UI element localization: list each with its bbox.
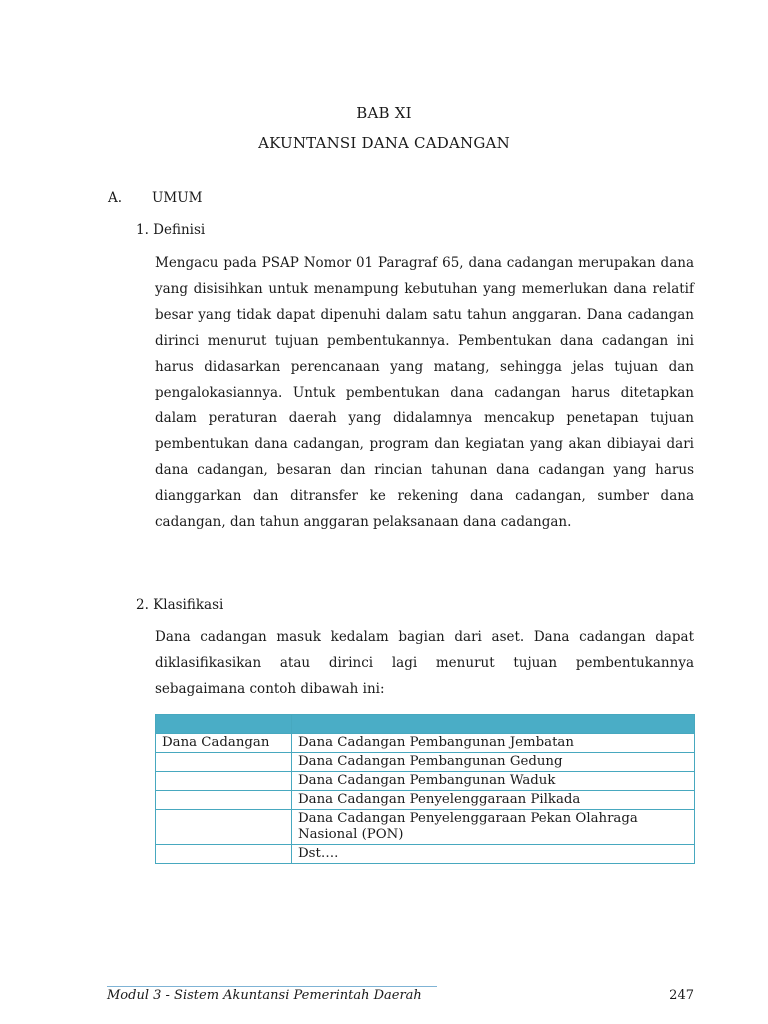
- table-cell-category: [156, 753, 292, 772]
- table-header-cell: [292, 715, 695, 734]
- table-row: [156, 753, 695, 772]
- section-letter: A.: [108, 190, 123, 206]
- table-cell-category: [156, 772, 292, 791]
- classification-table: [155, 714, 695, 864]
- section-title: UMUM: [152, 190, 203, 206]
- table-header-row: [156, 715, 695, 734]
- footer-module-title: Modul 3 - Sistem Akuntansi Pemerintah Daerah: [107, 988, 422, 1003]
- footer-divider: [107, 986, 437, 987]
- definisi-paragraph: Mengacu pada PSAP Nomor 01 Paragraf 65, dana cadangan merupakan dana yang disisihkan untuk menampung kebutuhan yang memerlukan dana relatif besar yang tidak dapat dipenuhi dalam satu tahun anggaran. Dana cadangan dirinci menurut tujuan pembentukannya. Pembentukan dana cadangan ini harus didasarkan perencanaan yang matang, sehingga jelas tujuan dan pengalokasiannya. Untuk pembentukan dana cadangan harus ditetapkan dalam peraturan daerah yang didalamnya mencakup penetapan tujuan pembentukan dana cadangan, program dan kegiatan yang akan dibiayai dari dana cadangan, besaran dan rincian tahunan dana cadangan yang harus dianggarkan dan ditransfer ke rekening dana cadangan, sumber dana cadangan, dan tahun anggaran pelaksanaan dana cadangan.: [155, 255, 694, 531]
- table-row: [156, 734, 695, 753]
- table-row: [156, 845, 695, 864]
- table-cell-item: Dana Cadangan Pembangunan Waduk: [292, 772, 695, 791]
- table-cell-category: [156, 845, 292, 864]
- table-row: [156, 772, 695, 791]
- table-cell-item: Dana Cadangan Pembangunan Gedung: [292, 753, 695, 772]
- table-cell-category: [156, 810, 292, 845]
- subsection-heading-definisi: 1. Definisi: [136, 222, 206, 238]
- subsection-heading-klasifikasi: 2. Klasifikasi: [136, 597, 224, 613]
- table-cell-item: Dana Cadangan Penyelenggaraan Pekan Olahraga Nasional (PON): [292, 810, 695, 845]
- chapter-number: BAB XI: [356, 104, 412, 122]
- table-row: [156, 791, 695, 810]
- chapter-title: AKUNTANSI DANA CADANGAN: [258, 134, 510, 152]
- table-cell-item: Dana Cadangan Pembangunan Jembatan: [292, 734, 695, 753]
- table-header-cell: [156, 715, 292, 734]
- table-cell-category: [156, 791, 292, 810]
- table-cell-category: Dana Cadangan: [156, 734, 292, 753]
- klasifikasi-paragraph: Dana cadangan masuk kedalam bagian dari aset. Dana cadangan dapat diklasifikasikan atau dirinci lagi menurut tujuan pembentukannya sebagaimana contoh dibawah ini:: [155, 629, 694, 697]
- page-number: 247: [669, 988, 694, 1003]
- table-cell-item: Dana Cadangan Penyelenggaraan Pilkada: [292, 791, 695, 810]
- table-cell-item: Dst….: [292, 845, 695, 864]
- table-row: [156, 810, 695, 845]
